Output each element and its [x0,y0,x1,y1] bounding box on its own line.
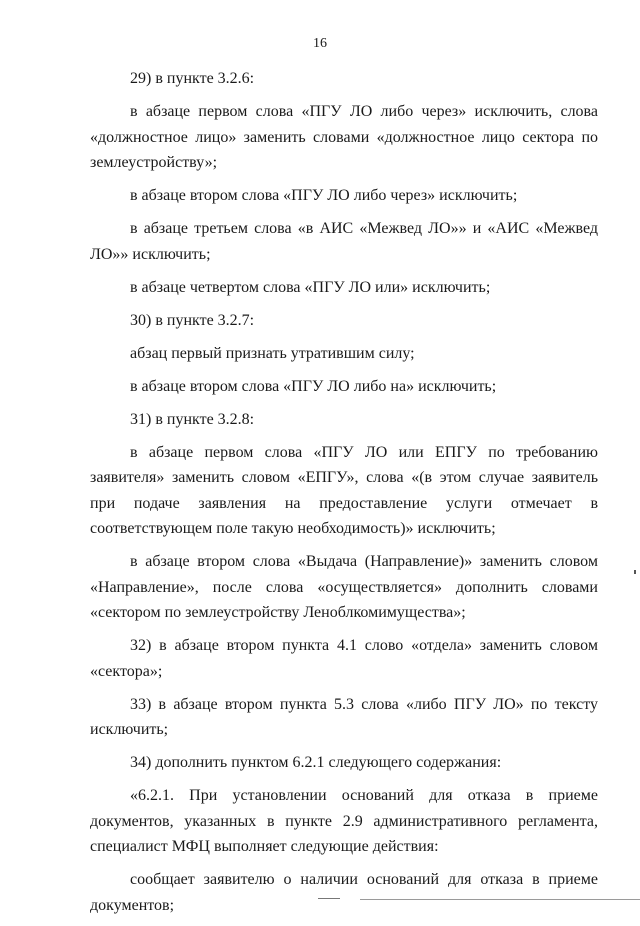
paragraph: в абзаце четвертом слова «ПГУ ЛО или» исключить; [130,278,491,296]
scan-artifact-dash [318,898,340,899]
paragraph: «6.2.1. При установлении оснований для отказа в приеме документов, указанных в пункте 2.9 административного регламента, специалист МФЦ выполняет следующие действия: [90,787,598,855]
page-number: 16 [313,36,327,51]
scan-artifact-line [360,899,640,900]
document-body [90,66,598,926]
paragraph: 30) в пункте 3.2.7: [130,311,255,329]
paragraph: 32) в абзаце втором пункта 4.1 слово «отдела» заменить словом «сектора»; [90,637,598,680]
paragraph: 31) в пункте 3.2.8: [130,410,255,428]
paragraph: в абзаце втором слова «ПГУ ЛО либо на» исключить; [130,377,497,395]
paragraph: в абзаце втором слова «Выдача (Направление)» заменить словом «Направление», после слова «осуществляется» дополнить словами «сектором по землеустройству Леноблкомимущества»; [90,553,598,621]
paragraph: 34) дополнить пунктом 6.2.1 следующего содержания: [130,754,502,771]
scan-edge-mark [634,570,636,574]
paragraph: в абзаце первом слова «ПГУ ЛО или ЕПГУ по требованию заявителя» заменить словом «ЕПГУ», слова «(в этом случае заявитель при подаче заявления на предоставление услуги отмечает в соответствующем поле такую необходимость)» исключить; [90,443,598,537]
paragraph: в абзаце третьем слова «в АИС «Межвед ЛО»» и «АИС «Межвед ЛО»» исключить; [90,220,598,263]
paragraph: 33) в абзаце втором пункта 5.3 слова «либо ПГУ ЛО» по тексту исключить; [90,695,598,738]
paragraph: 29) в пункте 3.2.6: [130,70,255,87]
paragraph: абзац первый признать утратившим силу; [130,344,415,362]
paragraph: в абзаце первом слова «ПГУ ЛО либо через» исключить, слова «должностное лицо» заменить словами «должностное лицо сектора по землеустройству»; [90,103,598,171]
paragraph: в абзаце втором слова «ПГУ ЛО либо через» исключить; [130,187,518,204]
paragraph: сообщает заявителю о наличии оснований для отказа в приеме документов; [90,871,598,914]
